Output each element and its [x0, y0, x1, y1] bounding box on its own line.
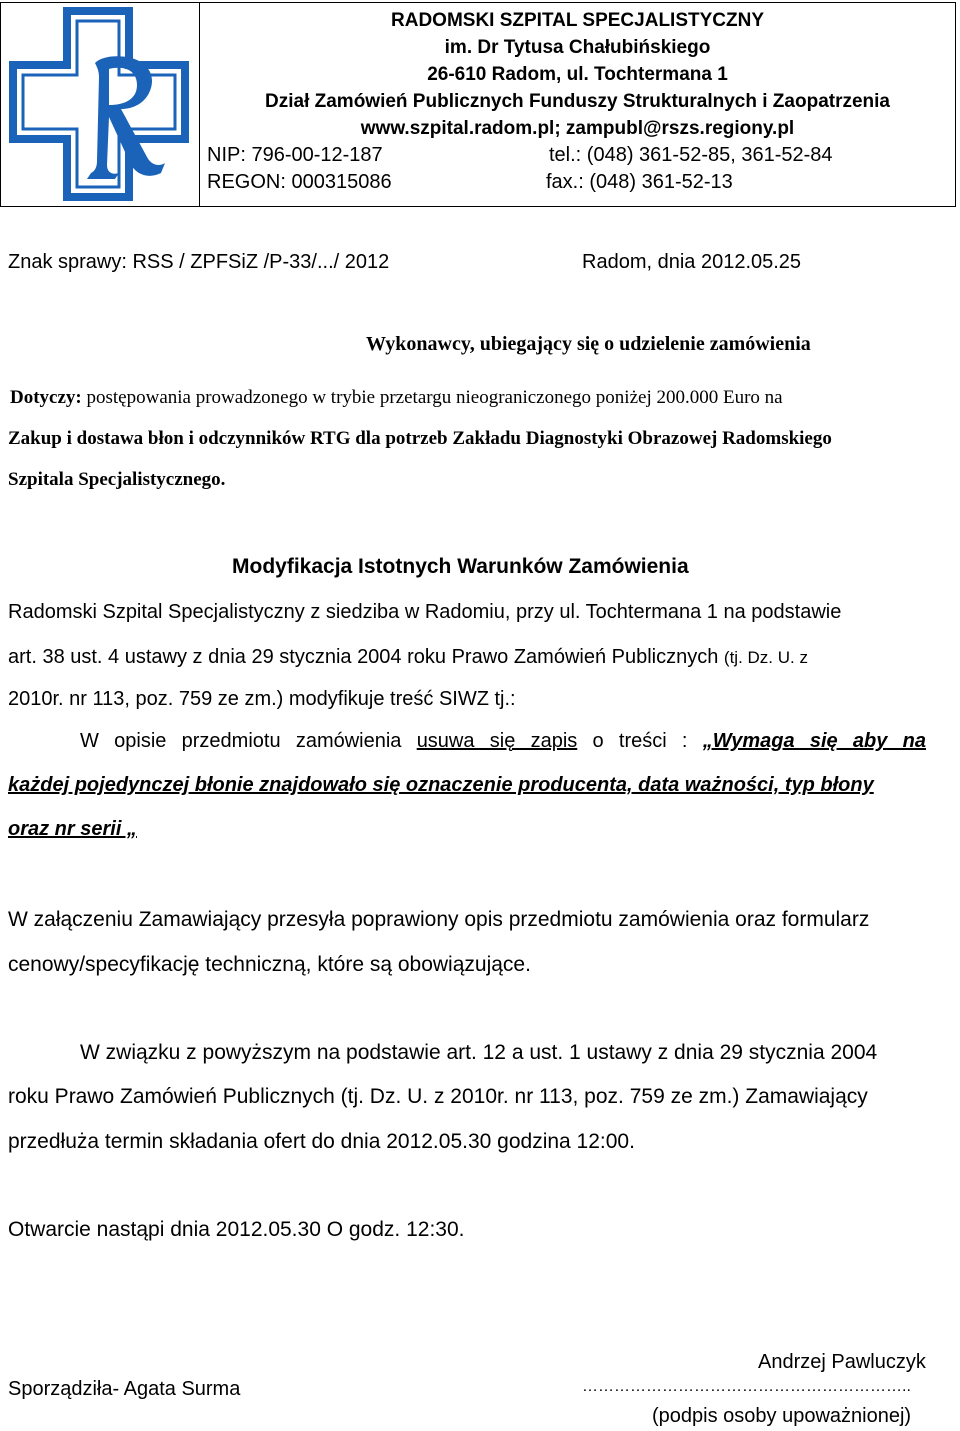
web-email: www.szpital.radom.pl; zampubl@rszs.regiony.pl [360, 118, 795, 139]
addressee: Wykonawcy, ubiegający się o udzielenie zamówienia [366, 333, 811, 355]
prepared-by: Sporządziła- Agata Surma [8, 1378, 241, 1400]
para2-line-2: każdej pojedynczej błonie znajdowało się oznaczenie producenta, data ważności, typ błony [8, 774, 874, 796]
para1-line-2-main: art. 38 ust. 4 ustawy z dnia 29 stycznia 2004 roku Prawo Zamówień Publicznych [8, 646, 724, 668]
para2-line-3: oraz nr serii „ [8, 818, 137, 840]
opening-date: Otwarcie nastąpi dnia 2012.05.30 O godz. 12:30. [8, 1218, 465, 1241]
telephone: tel.: (048) 361-52-85, 361-52-84 [549, 144, 833, 166]
hospital-address: 26-610 Radom, ul. Tochtermana 1 [427, 64, 728, 85]
hospital-patron: im. Dr Tytusa Chałubińskiego [444, 37, 711, 58]
hospital-name: RADOMSKI SZPITAL SPECJALISTYCZNY [391, 10, 764, 31]
logo-cell [1, 3, 200, 206]
para1-line-2-citation: (tj. Dz. U. z [723, 648, 808, 667]
para4-line-2: roku Prawo Zamówień Publicznych (tj. Dz. U. z 2010r. nr 113, poz. 759 ze zm.) Zamawiający [8, 1085, 868, 1108]
document-title: Modyfikacja Istotnych Warunków Zamówienia [232, 555, 689, 578]
letterhead [0, 2, 956, 207]
letterhead-text [200, 3, 955, 203]
subject-line-3: Szpitala Specjalistycznego. [8, 469, 226, 490]
department-name: Dział Zamówień Publicznych Funduszy Strukturalnych i Zaopatrzenia [265, 91, 890, 112]
para2-line-1 [80, 730, 926, 753]
nip-number: NIP: 796-00-12-187 [207, 144, 383, 166]
para2-removed-clause: usuwa się zapis [416, 730, 578, 752]
signer-name: Andrzej Pawluczyk [758, 1351, 926, 1373]
subject-line-1 [10, 387, 783, 409]
para4-line-1: W związku z powyższym na podstawie art. 12 a ust. 1 ustawy z dnia 29 stycznia 2004 [80, 1041, 878, 1064]
subject-line-2: Zakup i dostawa błon i odczynników RTG dla potrzeb Zakładu Diagnostyki Obrazowej Radomskiego [8, 428, 832, 449]
hospital-logo-icon [9, 7, 191, 203]
para1-line-1: Radomski Szpital Specjalistyczny z siedziba w Radomiu, przy ul. Tochtermana 1 na podstawie [8, 601, 842, 623]
para3-line-2: cenowy/specyfikację techniczną, które są obowiązujące. [8, 953, 531, 976]
para2-content-label: o treści : [577, 730, 703, 752]
para2-intro: W opisie przedmiotu zamówienia [80, 730, 417, 752]
fax-number: fax.: (048) 361-52-13 [546, 171, 733, 193]
place-date: Radom, dnia 2012.05.25 [582, 251, 802, 273]
signature-caption: (podpis osoby upoważnionej) [652, 1405, 912, 1427]
para4-line-3: przedłuża termin składania ofert do dnia 2012.05.30 godzina 12:00. [8, 1130, 635, 1153]
subject-label: Dotyczy: [10, 387, 82, 408]
subject-text: postępowania prowadzonego w trybie przetargu nieograniczonego poniżej 200.000 Euro na [81, 387, 783, 408]
signature-line: …………………………………………………….. [582, 1378, 911, 1395]
para2-quote-start: „Wymaga się aby na [702, 730, 926, 752]
regon-number: REGON: 000315086 [207, 171, 392, 193]
case-reference: Znak sprawy: RSS / ZPFSiZ /P-33/.../ 2012 [8, 251, 390, 273]
para1-line-2 [8, 646, 808, 669]
para3-line-1: W załączeniu Zamawiający przesyła poprawiony opis przedmiotu zamówienia oraz formularz [8, 908, 870, 931]
para1-line-3: 2010r. nr 113, poz. 759 ze zm.) modyfikuje treść SIWZ tj.: [8, 688, 516, 710]
